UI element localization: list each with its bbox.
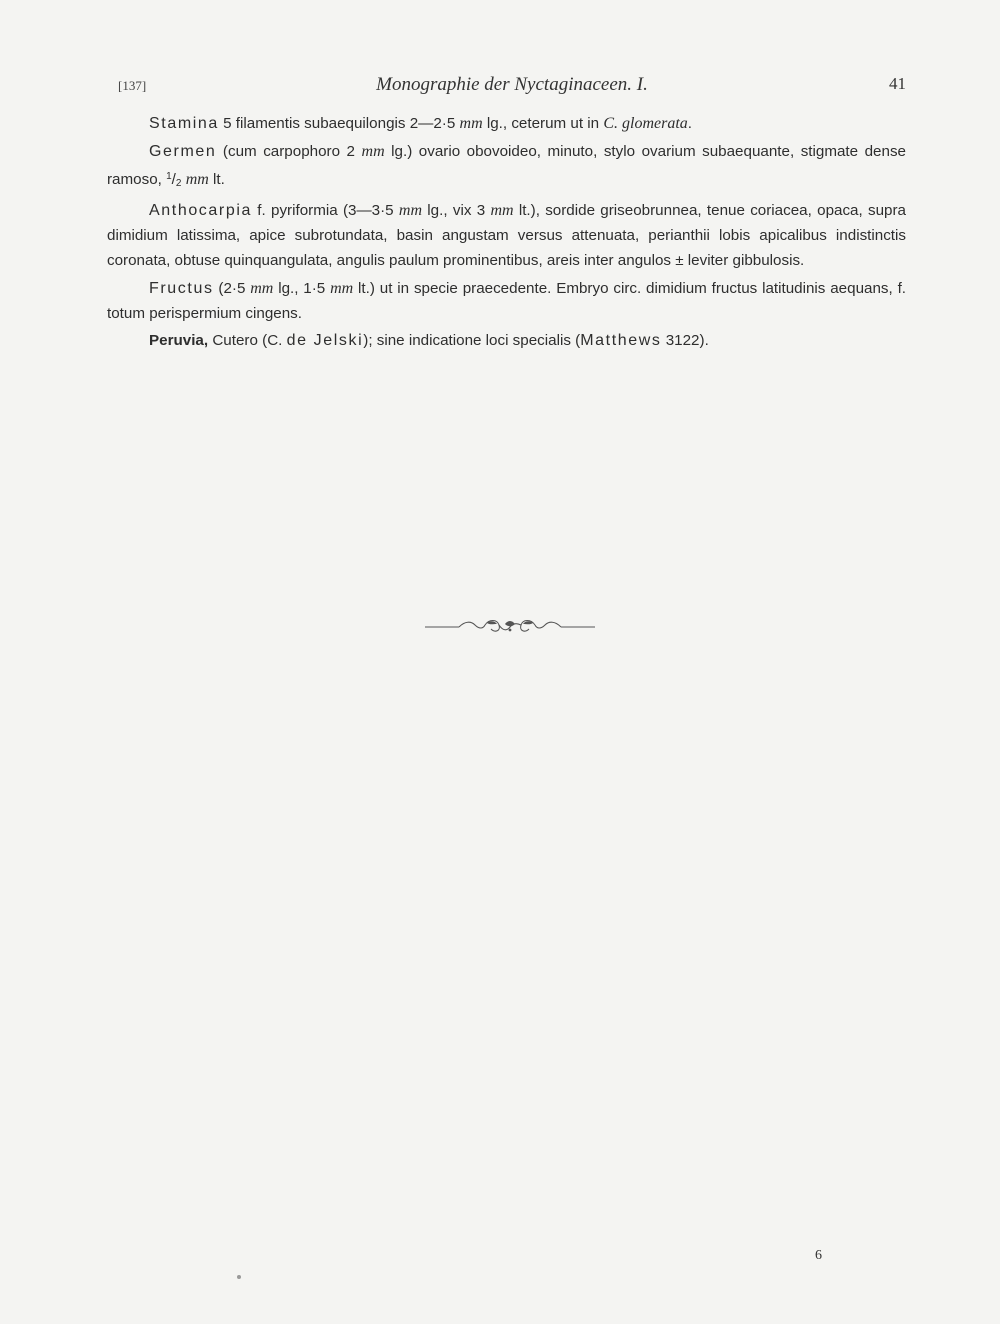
- unit: mm: [250, 279, 274, 297]
- fraction-denominator: 2: [175, 177, 182, 189]
- term-label: Stamina: [149, 115, 219, 132]
- text-run: 5 filamentis subaequilongis 2—2·5: [218, 115, 460, 132]
- fraction-numerator: 1: [166, 170, 172, 182]
- unit: mm: [330, 279, 354, 297]
- collector-name: de Jelski: [286, 332, 364, 350]
- unit: mm: [185, 170, 209, 188]
- text-run: (2·5: [213, 279, 251, 297]
- term-label: Germen: [149, 142, 217, 160]
- text-run: lg., ceterum ut in: [482, 115, 604, 132]
- fleuron-ornament-icon: [425, 615, 595, 639]
- text-run: ); sine indicatione loci specialis (: [363, 332, 581, 350]
- fraction: $^1/_2$: [166, 170, 182, 189]
- unit: mm: [490, 202, 514, 220]
- region-label: Peruvia,: [149, 332, 209, 350]
- text-run: lg., 1·5: [273, 279, 331, 297]
- running-header: [118, 72, 906, 102]
- text-run: lt.), sordide griseobrunnea, tenue coriacea, opaca, supra dimidium latissima, apice subrotundata, basin angustam versus attenuata, perianthii lobis apicalibus indistinctis coronata, obtuse quinquangulata, angulis paulum prominentibus, areis inter angulos ± leviter gibbulosis.: [107, 202, 906, 269]
- paragraph-stamina: [107, 112, 906, 137]
- unit: mm: [459, 115, 483, 132]
- running-title: Monographie der Nyctaginaceen. I.: [376, 74, 648, 95]
- page-ref: [137]: [118, 78, 147, 93]
- text-run: f. pyriformia (3—3·5: [252, 202, 399, 220]
- paragraph-anthocarpia: [107, 199, 906, 273]
- signature-mark: 6: [815, 1248, 822, 1263]
- term-label: Fructus: [149, 279, 214, 297]
- species-name: C. glomerata: [603, 115, 688, 132]
- unit: mm: [398, 202, 423, 220]
- paragraph-distribution: [107, 329, 906, 354]
- text-run: lg.) ovario obovoideo, minuto, stylo ovarium subaequante, stigmate dense ramoso,: [107, 142, 906, 188]
- unit: mm: [361, 142, 385, 160]
- text-run: 3122).: [661, 332, 709, 350]
- paragraph-germen: [107, 140, 906, 197]
- collector-name: Matthews: [580, 332, 662, 350]
- text-run: lt.) ut in specie praecedente. Embryo circ. dimidium fructus latitudinis aequans, f. totum perispermium cingens.: [107, 279, 907, 322]
- text-run: lt.: [208, 170, 225, 188]
- paper-speck: [237, 1275, 241, 1279]
- page-number: 41: [889, 74, 906, 93]
- term-label: Anthocarpia: [149, 202, 252, 220]
- body-text: [107, 112, 906, 357]
- text-run: (cum carpophoro 2: [216, 142, 362, 160]
- text-run: lg., vix 3: [422, 202, 491, 220]
- text-run: .: [687, 115, 693, 132]
- paragraph-fructus: [107, 277, 906, 327]
- text-run: Cutero (C.: [208, 332, 287, 350]
